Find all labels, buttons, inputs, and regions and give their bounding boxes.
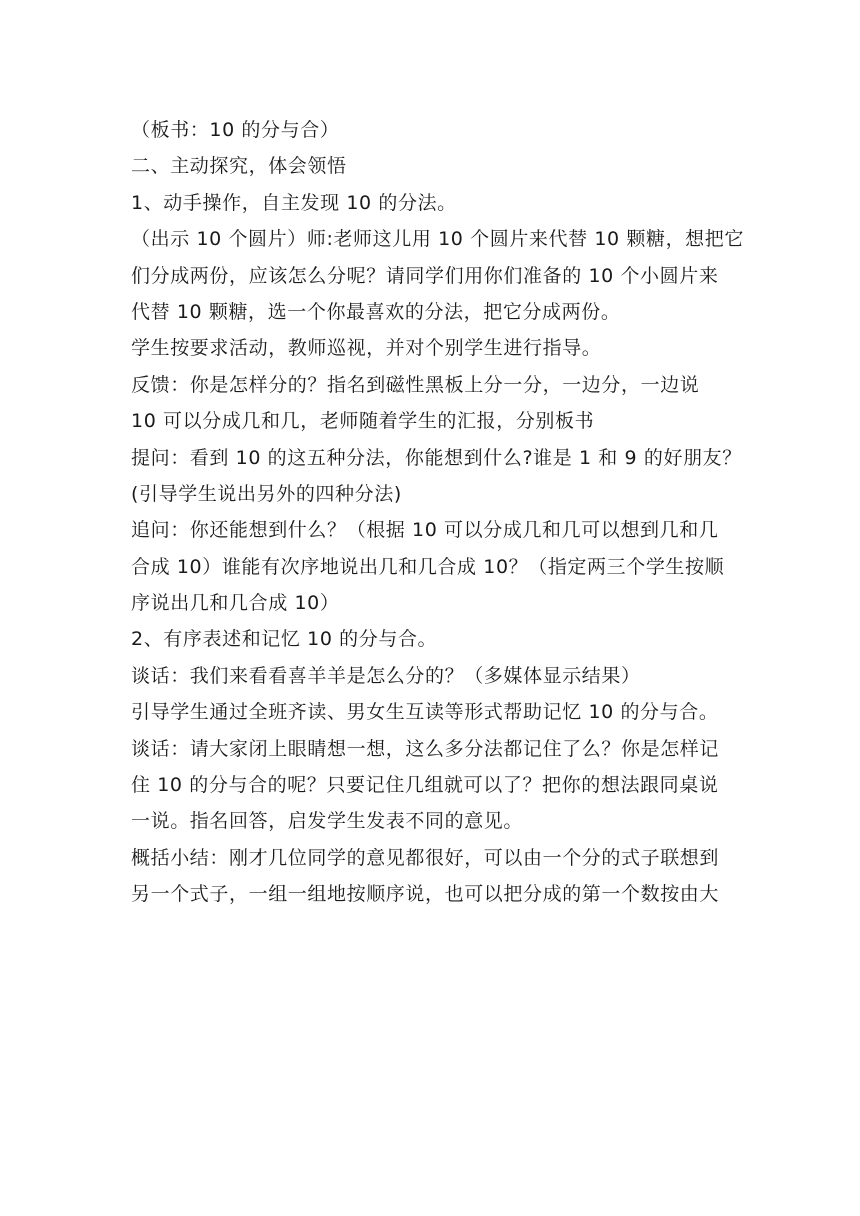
text-line: （出示 10 个圆片）师:老师这儿用 10 个圆片来代替 10 颗糖，想把它: [131, 228, 744, 251]
text-line: 谈话：我们来看看喜羊羊是怎么分的？（多媒体显示结果）: [131, 664, 641, 687]
text-line: 一说。指名回答，启发学生发表不同的意见。: [131, 810, 524, 833]
text-line: 序说出几和几合成 10）: [131, 592, 340, 615]
text-line-blackboard-title: （板书：10 的分与合）: [131, 119, 340, 141]
text-line: 引导学生通过全班齐读、男女生互读等形式帮助记忆 10 的分与合。: [131, 701, 719, 724]
text-line: 合成 10）谁能有次序地说出几和几合成 10？（指定两三个学生按顺: [131, 555, 725, 578]
subheading-ordered-memory: 2、有序表述和记忆 10 的分与合。: [131, 628, 438, 651]
text-line: 住 10 的分与合的呢？只要记住几组就可以了？把你的想法跟同桌说: [131, 774, 719, 797]
text-line: 代替 10 颗糖，选一个你最喜欢的分法，把它分成两份。: [131, 300, 621, 323]
text-line: 追问：你还能想到什么？（根据 10 可以分成几和几可以想到几和几: [131, 519, 719, 542]
text-line: 们分成两份，应该怎么分呢？请同学们用你们准备的 10 个小圆片来: [131, 264, 719, 287]
document-body: [131, 112, 744, 913]
text-line: 学生按要求活动，教师巡视，并对个别学生进行指导。: [131, 337, 602, 360]
text-line: 概括小结：刚才几位同学的意见都很好，可以由一个分的式子联想到: [131, 846, 720, 869]
text-line: 提问：看到 10 的这五种分法，你能想到什么?谁是 1 和 9 的好朋友？: [131, 446, 742, 469]
text-line: 谈话：请大家闭上眼睛想一想，这么多分法都记住了么？你是怎样记: [131, 737, 720, 760]
text-line: (引导学生说出另外的四种分法): [131, 482, 402, 505]
text-line: 10 可以分成几和几，老师随着学生的汇报，分别板书: [131, 410, 595, 433]
text-line: 反馈：你是怎样分的？指名到磁性黑板上分一分，一边分，一边说: [131, 373, 700, 396]
subheading-hands-on: 1、动手操作，自主发现 10 的分法。: [131, 191, 457, 214]
text-line: 另一个式子，一组一组地按顺序说，也可以把分成的第一个数按由大: [131, 883, 720, 906]
section-heading-explore: 二、主动探究，体会领悟: [131, 155, 347, 178]
